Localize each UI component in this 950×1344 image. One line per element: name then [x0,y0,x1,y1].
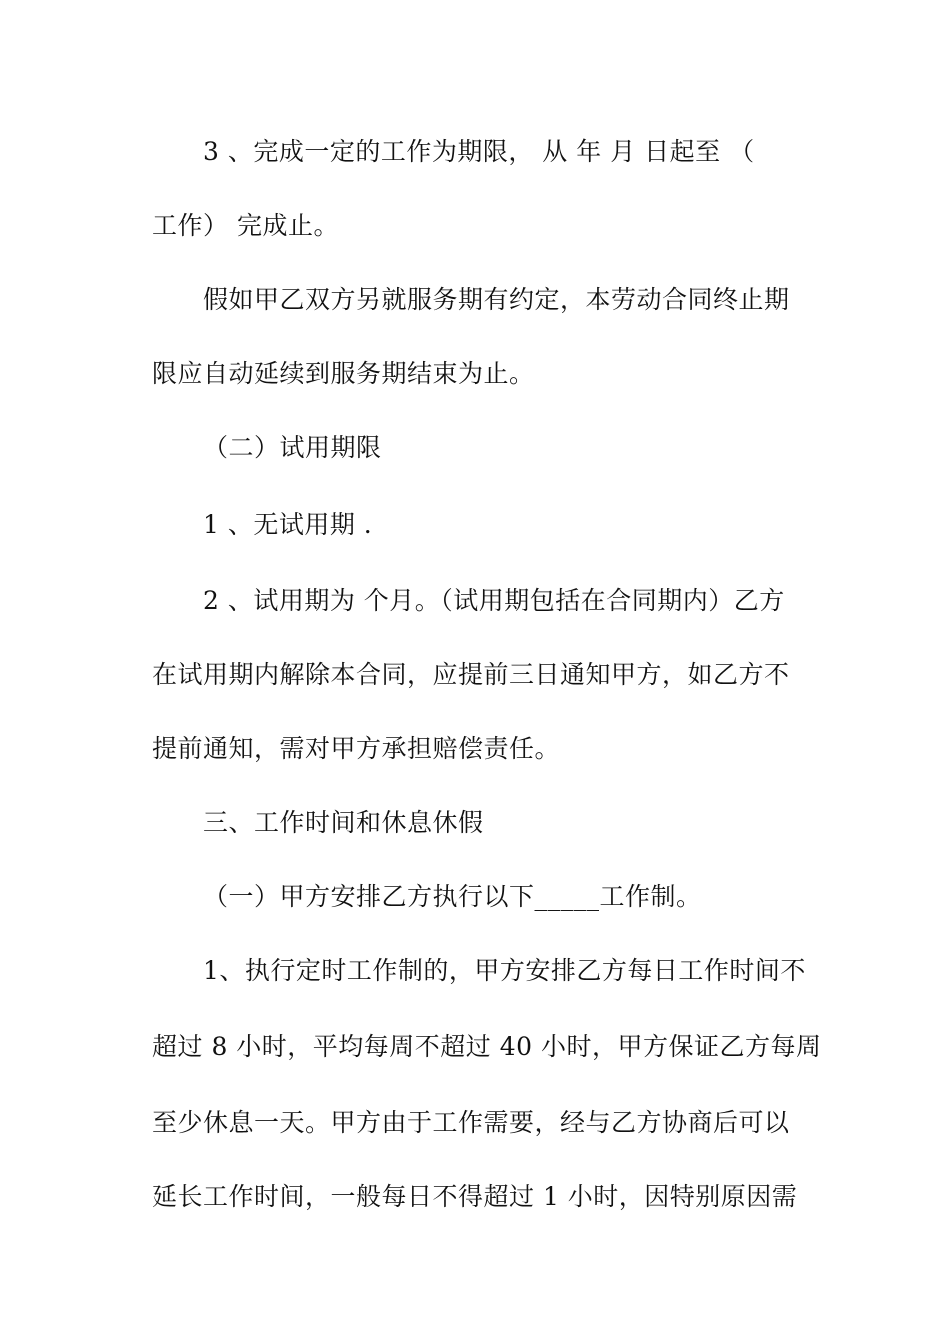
standard-hours-continuation-3: 延长工作时间，一般每日不得超过 1 小时，因特别原因需 [152,1182,798,1211]
probation-option-2-continuation-1: 在试用期内解除本合同，应提前三日通知甲方，如乙方不 [152,660,790,689]
working-system-clause: （一）甲方安排乙方执行以下_____工作制。 [203,882,702,911]
section-heading-working-hours: 三、工作时间和休息休假 [203,808,484,837]
probation-option-2-continuation-2: 提前通知，需对甲方承担赔偿责任。 [152,734,561,763]
standard-hours-continuation-1: 超过 8 小时，平均每周不超过 40 小时，甲方保证乙方每周 [152,1032,822,1061]
clause-3-fixed-task-term: 3 、完成一定的工作为期限， 从 年 月 日起至 （ [203,137,755,166]
probation-option-1: 1 、无试用期 . [203,510,373,539]
standard-hours-paragraph: 1、执行定时工作制的，甲方安排乙方每日工作时间不 [203,956,806,985]
service-period-continuation: 限应自动延续到服务期结束为止。 [152,359,535,388]
clause-3-continuation: 工作） 完成止。 [152,211,339,240]
section-heading-probation: （二）试用期限 [203,433,382,462]
standard-hours-continuation-2: 至少休息一天。甲方由于工作需要，经与乙方协商后可以 [152,1108,790,1137]
probation-option-2: 2 、试用期为 个月。（试用期包括在合同期内）乙方 [203,586,785,615]
service-period-paragraph: 假如甲乙双方另就服务期有约定，本劳动合同终止期 [203,285,790,314]
